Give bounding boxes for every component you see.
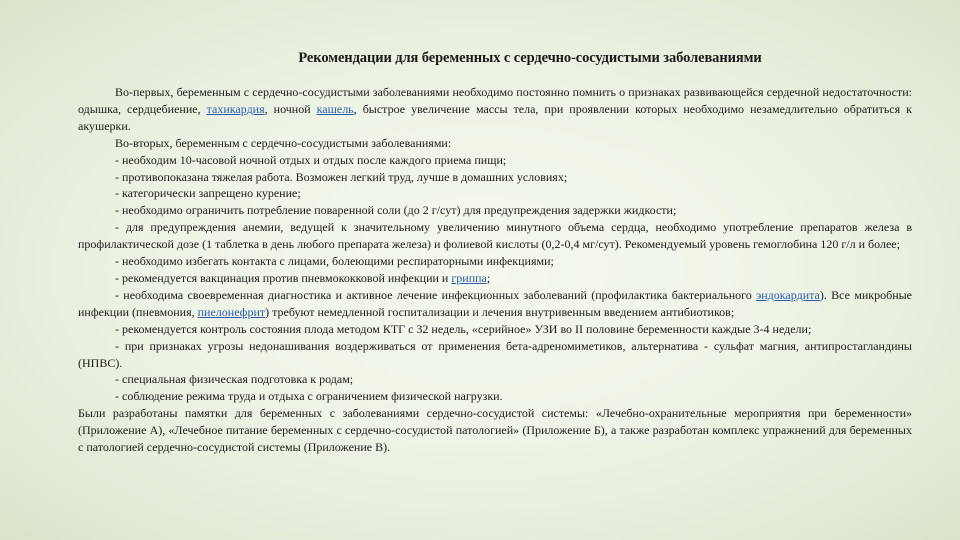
page-title: Рекомендации для беременных с сердечно-сосудистыми заболеваниями bbox=[298, 50, 762, 66]
list-item: - для предупреждения анемии, ведущей к значительному увеличению минутного объема сердца, необходимо употребление препаратов железа в профилактической дозе (1 таблетка в день любого препарата железа) и фолиевой кислоты (0,2-0,4 мг/сут). Рекомендуемый уровень гемоглобина 120 г/л и более; bbox=[78, 220, 912, 252]
paragraph-first bbox=[78, 84, 912, 135]
paragraph-final: Были разработаны памятки для беременных с заболеваниями сердечно-сосудистой системы: «Лечебно-охранительные мероприятия при беременности» (Приложение А), «Лечебное питание беременных с сердечно-сосудистой патологией» (Приложение Б), а также разработан комплекс упражнений для беременных с патологией сердечно-сосудистой системы (Приложение В). bbox=[78, 406, 912, 455]
list-item-vaccination bbox=[78, 270, 912, 287]
link-pyelonephritis[interactable]: пиелонефрит bbox=[197, 304, 266, 319]
text-segment: - необходима своевременная диагностика и активное лечение инфекционных заболеваний (профилактика бактериального bbox=[115, 287, 757, 302]
document-body bbox=[78, 84, 912, 456]
link-flu[interactable]: гриппа bbox=[451, 270, 487, 285]
list-item: - категорически запрещено курение; bbox=[115, 186, 301, 201]
list-item: - при признаках угрозы недонашивания воздерживаться от применения бета-адреномиметиков, альтернатива - сульфат магния, антипростагландины (НПВС). bbox=[78, 338, 912, 370]
list-item: - специальная физическая подготовка к родам; bbox=[115, 372, 354, 387]
list-item: - необходимо избегать контакта с лицами, болеющими респираторными инфекциями; bbox=[115, 254, 554, 269]
list-item: - соблюдение режима труда и отдыха с ограничением физической нагрузки. bbox=[115, 389, 503, 404]
text-segment: , быстрое увеличение массы тела, при проявлении которых необходимо незамедлительно обратиться к акушерки. bbox=[78, 101, 912, 133]
link-cough[interactable]: кашель bbox=[316, 101, 354, 116]
link-endocarditis[interactable]: эндокардита bbox=[756, 287, 820, 302]
list-item: - необходим 10-часовой ночной отдых и отдых после каждого приема пищи; bbox=[115, 152, 507, 167]
paragraph-second: Во-вторых, беременным с сердечно-сосудистыми заболеваниями: bbox=[115, 135, 452, 150]
text-segment: ; bbox=[486, 270, 491, 285]
list-item-diagnostics bbox=[78, 287, 912, 321]
list-item: - рекомендуется контроль состояния плода методом КТГ с 32 недель, «серийное» УЗИ во II половине беременности каждые 3-4 недели; bbox=[115, 321, 812, 336]
text-segment: ) требуют немедленной госпитализации и лечения внутривенным введением антибиотиков; bbox=[265, 304, 735, 319]
text-segment: ). Все микробные инфекции (пневмония, bbox=[78, 287, 912, 319]
text-segment: , ночной bbox=[264, 101, 317, 116]
list-item: - необходимо ограничить потребление поваренной соли (до 2 г/сут) для предупреждения задержки жидкости; bbox=[115, 203, 677, 218]
list-item: - противопоказана тяжелая работа. Возможен легкий труд, лучше в домашних условиях; bbox=[115, 169, 568, 184]
text-segment: - рекомендуется вакцинация против пневмококковой инфекции и bbox=[115, 270, 452, 285]
text-segment: Во-первых, беременным с сердечно-сосудистыми заболеваниями необходимо постоянно помнить о признаках развивающейся сердечной недостаточности: одышка, сердцебиение, bbox=[78, 85, 912, 116]
link-tachycardia[interactable]: тахикардия bbox=[206, 101, 265, 116]
